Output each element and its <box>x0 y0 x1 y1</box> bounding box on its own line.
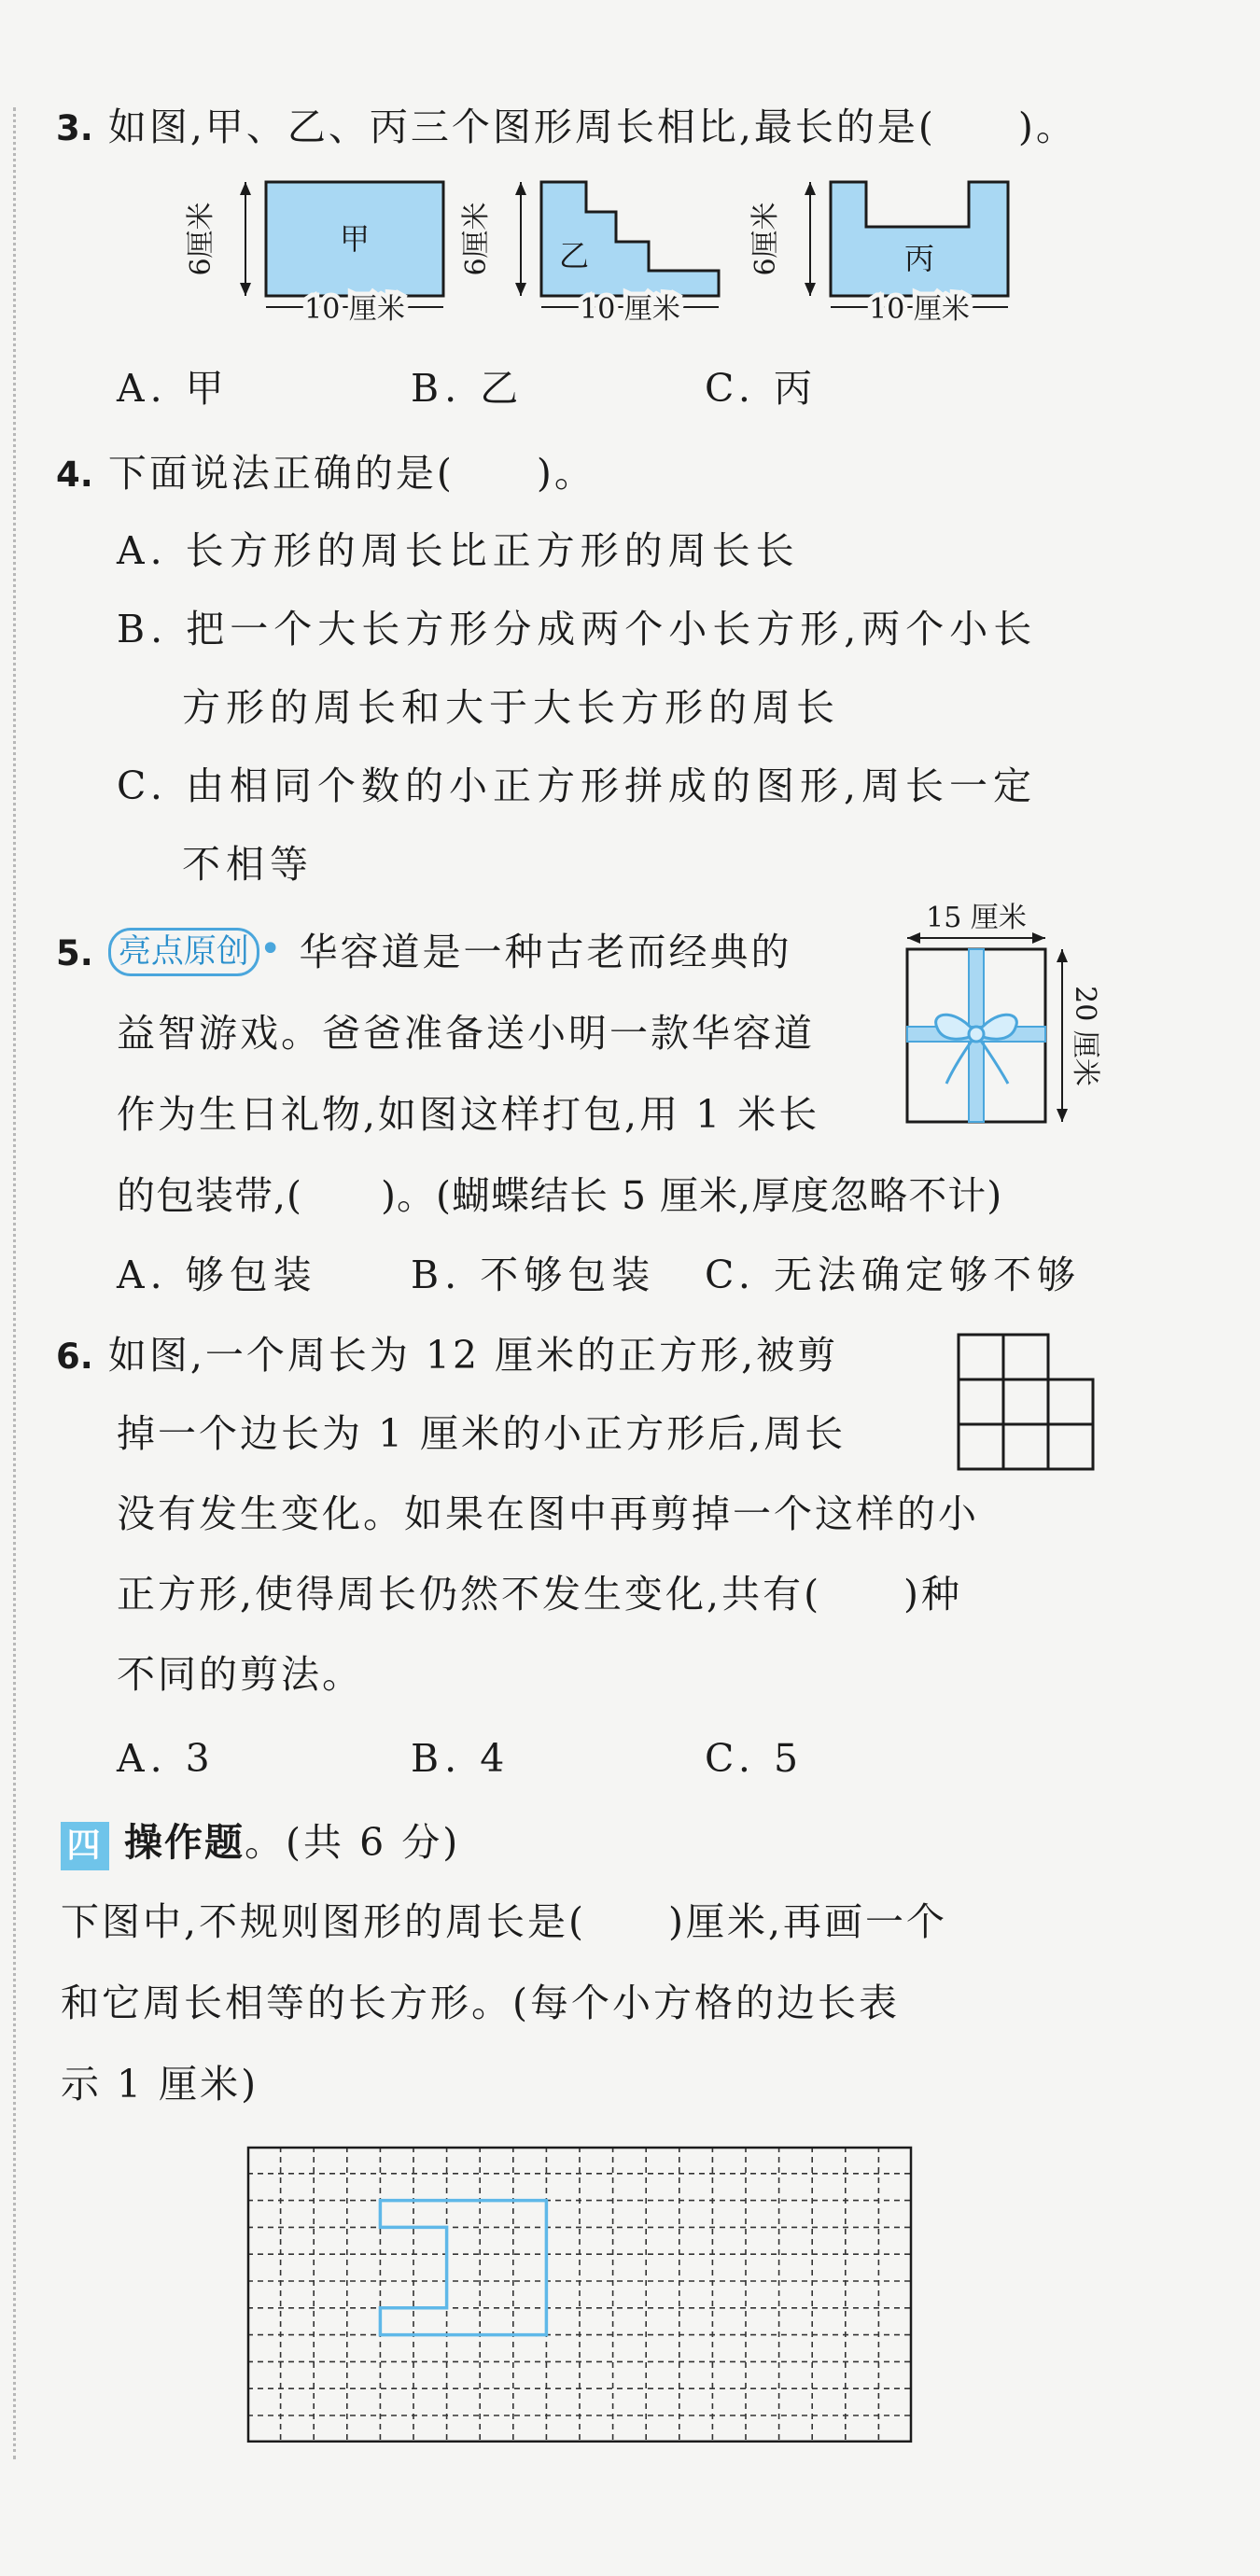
figure-bing-height-label: 6厘米 <box>749 202 782 276</box>
arrow-down-icon <box>1057 1109 1068 1122</box>
q3-number: 3. <box>56 108 93 148</box>
q6-option-b[interactable]: B. 4 <box>411 1736 511 1781</box>
q6-text-line2: 掉一个边长为 1 厘米的小正方形后,周长 <box>117 1411 847 1456</box>
q3-option-c[interactable]: C. 丙 <box>705 366 818 411</box>
figure-yi-label: 乙 <box>558 238 590 273</box>
arrow-down-icon <box>805 283 816 296</box>
q3-option-a[interactable]: A. 甲 <box>117 366 230 411</box>
arrow-left-icon <box>907 932 920 944</box>
figure-bing-shape <box>831 182 1008 296</box>
q5-text-line1: 华容道是一种古老而经典的 <box>299 930 792 974</box>
q5-option-a[interactable]: A. 够包装 <box>117 1253 317 1297</box>
q6-option-a[interactable]: A. 3 <box>117 1736 216 1781</box>
q3-stem-line <box>56 105 1077 150</box>
cut-square-outline <box>959 1335 1093 1469</box>
figure-jia <box>182 173 462 341</box>
section4-text-line3: 示 1 厘米) <box>61 2062 259 2107</box>
q5-text-line4: 的包装带,( )。(蝴蝶结长 5 厘米,厚度忽略不计) <box>117 1173 1003 1218</box>
figure-bing <box>747 173 1027 341</box>
q4-option-c-continued: 不相等 <box>182 842 314 887</box>
arrow-down-icon <box>515 283 526 296</box>
arrow-up-icon <box>1057 949 1068 962</box>
q4-stem: 下面说法正确的是( )。 <box>107 451 595 496</box>
binding-margin-line <box>13 107 16 2459</box>
arrow-up-icon <box>805 182 816 195</box>
figure-jia-width-label: 10 厘米 <box>304 293 405 326</box>
q6-stem-line <box>56 1333 838 1379</box>
figure-jia-height-label: 6厘米 <box>185 202 217 276</box>
section-title: 操作题 <box>124 1820 245 1865</box>
section-number-box: 四 <box>61 1822 109 1870</box>
q4-stem-line <box>56 451 595 497</box>
q3-stem: 如图,甲、乙、丙三个图形周长相比,最长的是( )。 <box>107 105 1077 149</box>
q6-text-line5: 不同的剪法。 <box>117 1652 363 1697</box>
q4-option-b[interactable]: B. 把一个大长方形分成两个小长方形,两个小长 <box>117 607 1038 651</box>
figure-bing-label: 丙 <box>903 241 935 276</box>
gift-width-label: 15 厘米 <box>926 902 1027 934</box>
section4-text-line2: 和它周长相等的长方形。(每个小方格的边长表 <box>61 1981 900 2025</box>
arrow-up-icon <box>240 182 251 195</box>
q5-text-line2: 益智游戏。爸爸准备送小明一款华容道 <box>117 1011 815 1056</box>
arrow-up-icon <box>515 182 526 195</box>
section-score: 。(共 6 分) <box>245 1820 461 1865</box>
q4-option-b-continued: 方形的周长和大于大长方形的周长 <box>182 685 840 730</box>
section-4-header <box>61 1820 460 1870</box>
q5-option-c[interactable]: C. 无法确定够不够 <box>705 1253 1081 1297</box>
q6-text-line1: 如图,一个周长为 12 厘米的正方形,被剪 <box>107 1333 839 1378</box>
figure-yi-width-label: 10 厘米 <box>580 293 680 326</box>
q6-text-line3: 没有发生变化。如果在图中再剪掉一个这样的小 <box>117 1491 979 1536</box>
q5-stem-line <box>56 930 792 980</box>
gift-height-label: 20 厘米 <box>1069 986 1101 1086</box>
figure-jia-label: 甲 <box>339 221 371 257</box>
badge-dot-icon: • <box>259 928 285 971</box>
q5-text-line3: 作为生日礼物,如图这样打包,用 1 米长 <box>117 1092 820 1137</box>
q4-option-c[interactable]: C. 由相同个数的小正方形拼成的图形,周长一定 <box>117 763 1038 808</box>
arrow-right-icon <box>1032 932 1045 944</box>
irregular-shape <box>380 2201 546 2335</box>
original-badge: 亮点原创 <box>108 928 259 976</box>
figure-yi-height-label: 6厘米 <box>460 202 493 276</box>
q4-number: 4. <box>56 455 93 495</box>
q6-text-line4: 正方形,使得周长仍然不发生变化,共有( )种 <box>117 1572 963 1617</box>
gift-box-figure <box>896 901 1101 1162</box>
q5-option-b[interactable]: B. 不够包装 <box>411 1253 656 1297</box>
section4-text-line1: 下图中,不规则图形的周长是( )厘米,再画一个 <box>61 1899 948 1944</box>
q3-option-b[interactable]: B. 乙 <box>411 366 525 411</box>
q4-option-a[interactable]: A. 长方形的周长比正方形的周长长 <box>117 528 800 573</box>
q5-number: 5. <box>56 933 93 973</box>
drawing-grid[interactable] <box>247 2147 916 2445</box>
q6-number: 6. <box>56 1337 93 1377</box>
arrow-down-icon <box>240 283 251 296</box>
cut-square-figure <box>957 1333 1097 1473</box>
q6-option-c[interactable]: C. 5 <box>705 1736 805 1781</box>
figure-yi <box>460 173 747 341</box>
figure-bing-width-label: 10 厘米 <box>869 293 970 326</box>
